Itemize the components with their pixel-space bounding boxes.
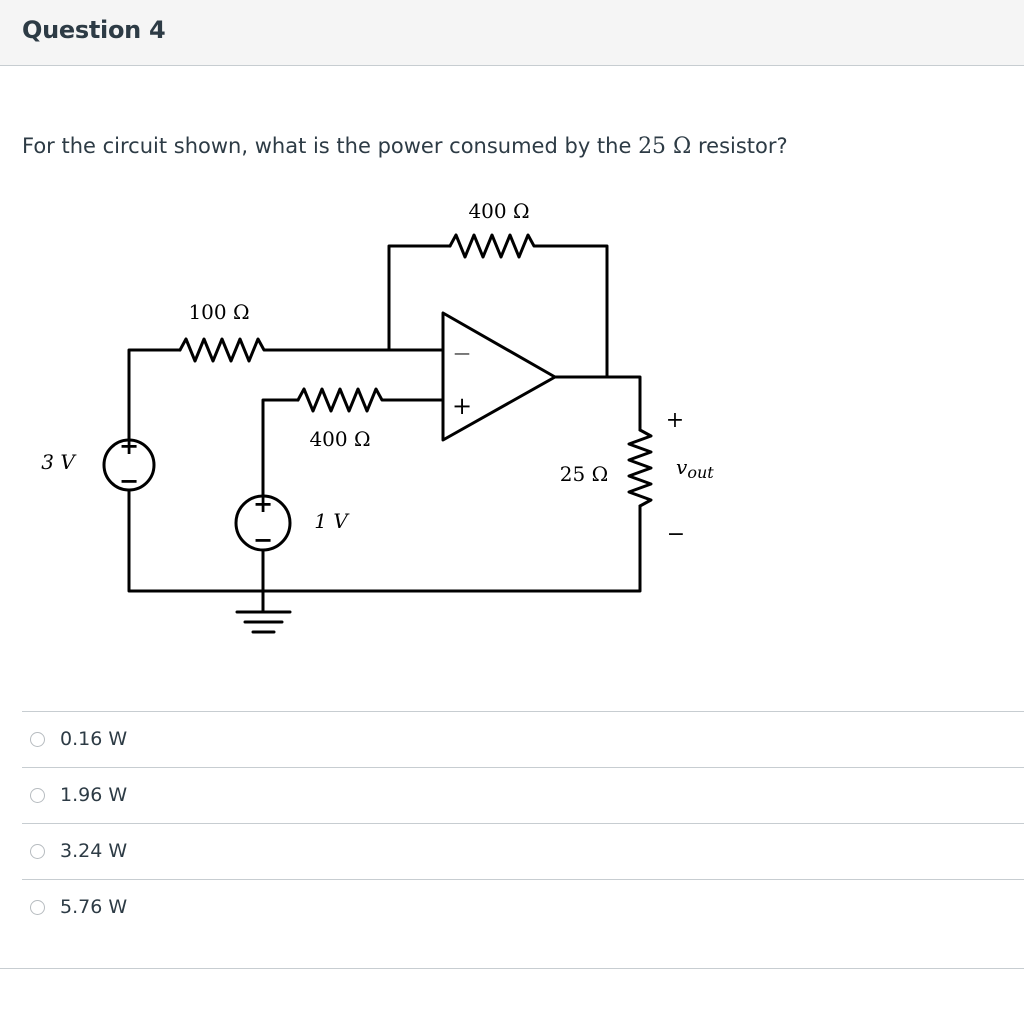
prompt-math: 25 Ω [638,134,692,159]
question-prompt [22,134,788,159]
opamp-minus-mark: — [454,343,470,362]
prompt-text-end: resistor? [691,134,788,158]
answer-label: 1.96 W [60,784,128,806]
circuit-diagram [0,180,1024,660]
label-vout [676,455,714,482]
bottom-divider [0,968,1024,969]
answer-option[interactable] [22,823,1024,879]
label-vout-minus: − [666,522,686,547]
prompt-text: For the circuit shown, what is the power consumed by the [22,134,639,158]
question-header [0,0,1024,66]
radio-button[interactable] [30,788,45,803]
src1-plus: + [252,490,274,518]
label-r-mid: 400 Ω [309,427,371,451]
answer-label: 0.16 W [60,728,128,750]
src1-minus: − [252,526,274,554]
answer-option[interactable] [22,711,1024,767]
answer-label: 5.76 W [60,896,128,918]
wire-feedback [389,246,607,377]
wire-output [555,377,640,430]
answer-list [22,711,1024,935]
ground-icon [237,612,290,632]
resistor-load-25 [629,430,651,506]
label-r-left: 100 Ω [188,300,250,324]
resistor-top-400 [450,235,540,257]
opamp [443,313,555,440]
radio-button[interactable] [30,900,45,915]
resistor-left-100 [180,339,275,361]
label-v-left: 3 V [41,450,75,474]
label-vout-plus: + [665,408,685,433]
answer-label: 3.24 W [60,840,128,862]
wire-bottom [129,490,640,591]
question-title: Question 4 [22,16,166,44]
answer-option[interactable] [22,767,1024,823]
label-r-load: 25 Ω [559,462,609,486]
radio-button[interactable] [30,844,45,859]
opamp-plus-mark: + [451,392,473,420]
label-r-top: 400 Ω [468,199,530,223]
radio-button[interactable] [30,732,45,747]
label-vout-sub: out [687,463,714,482]
wire-left-top [129,350,443,440]
label-v-mid: 1 V [314,509,348,533]
src3-plus: + [118,432,140,460]
label-vout-v: v [676,455,688,479]
answer-option[interactable] [22,879,1024,935]
resistor-mid-400 [298,389,390,411]
src3-minus: − [118,467,140,495]
